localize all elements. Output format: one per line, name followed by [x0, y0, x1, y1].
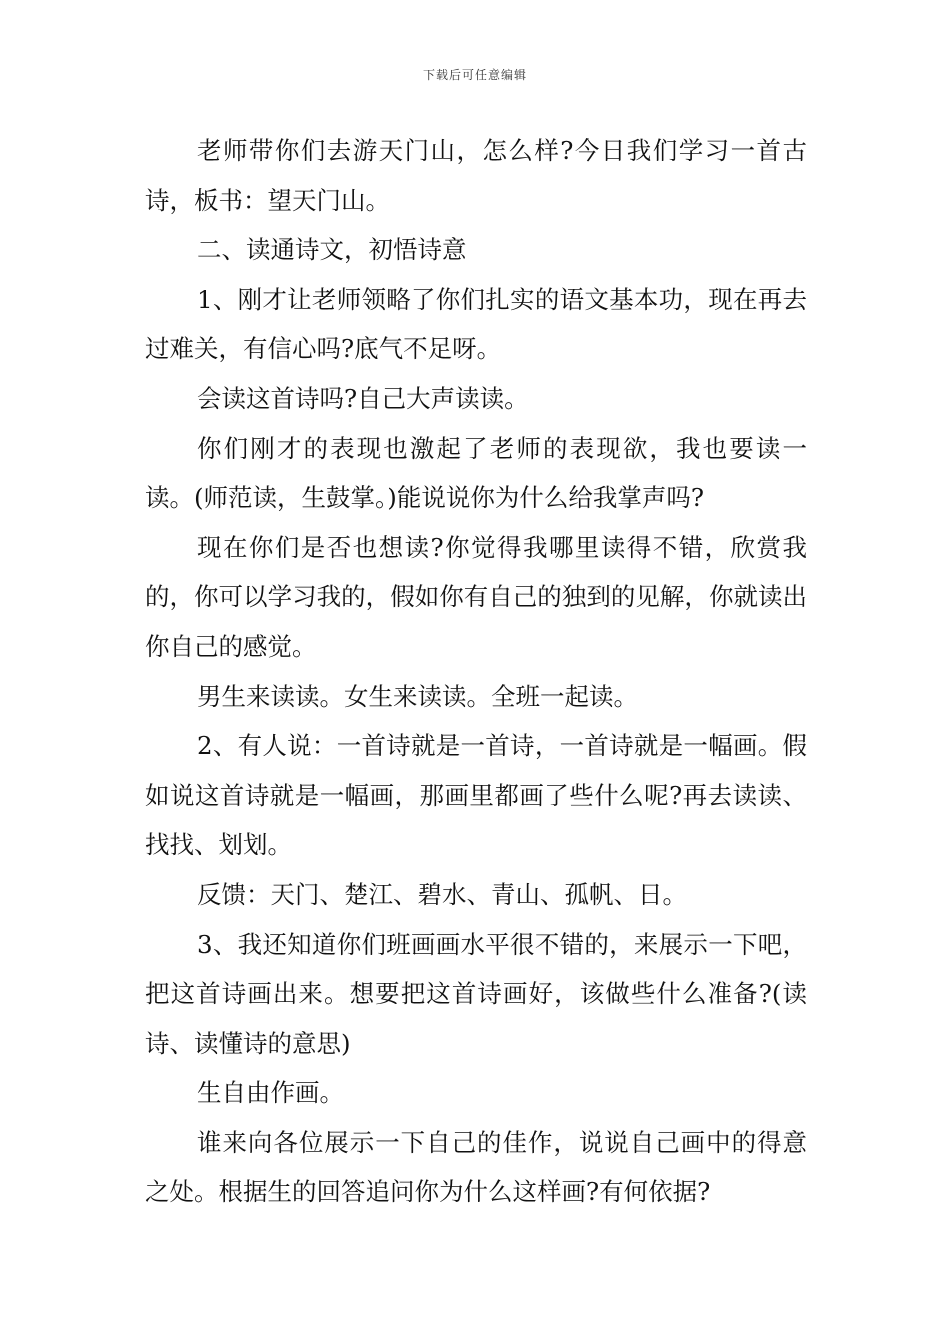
paragraph-12: 谁来向各位展示一下自己的佳作，说说自己画中的得意之处。根据生的回答追问你为什么这样画?有何依据? — [145, 1127, 807, 1207]
paragraph-9: 反馈：天门、楚江、碧水、青山、孤帆、日。 — [197, 879, 687, 909]
paragraph-8: 2、有人说：一首诗就是一首诗，一首诗就是一幅画。假如说这首诗就是一幅画，那画里都画了些什么呢?再去读读、找找、划划。 — [145, 731, 807, 860]
paragraph-11: 生自由作画。 — [197, 1078, 344, 1108]
document-body — [145, 126, 807, 1217]
paragraph-2-section-heading: 二、读通诗文，初悟诗意 — [197, 235, 467, 265]
paragraph-4: 会读这首诗吗?自己大声读读。 — [197, 383, 529, 413]
paragraph-1: 老师带你们去游天门山，怎么样?今日我们学习一首古诗，板书：望天门山。 — [145, 136, 807, 215]
paragraph-6: 现在你们是否也想读?你觉得我哪里读得不错，欣赏我的，你可以学习我的，假如你有自己的独到的见解，你就读出你自己的感觉。 — [145, 532, 807, 661]
paragraph-5: 你们刚才的表现也激起了老师的表现欲，我也要读一读。(师范读，生鼓掌。)能说说你为什么给我掌声吗? — [145, 433, 807, 513]
paragraph-3: 1、刚才让老师领略了你们扎实的语文基本功，现在再去过难关，有信心吗?底气不足呀。 — [145, 284, 807, 364]
page-header: 下载后可任意编辑 — [422, 68, 527, 82]
paragraph-10: 3、我还知道你们班画画水平很不错的，来展示一下吧，把这首诗画出来。想要把这首诗画好，该做些什么准备?(读诗、读懂诗的意思) — [145, 929, 807, 1058]
paragraph-7: 男生来读读。女生来读读。全班一起读。 — [197, 681, 638, 711]
